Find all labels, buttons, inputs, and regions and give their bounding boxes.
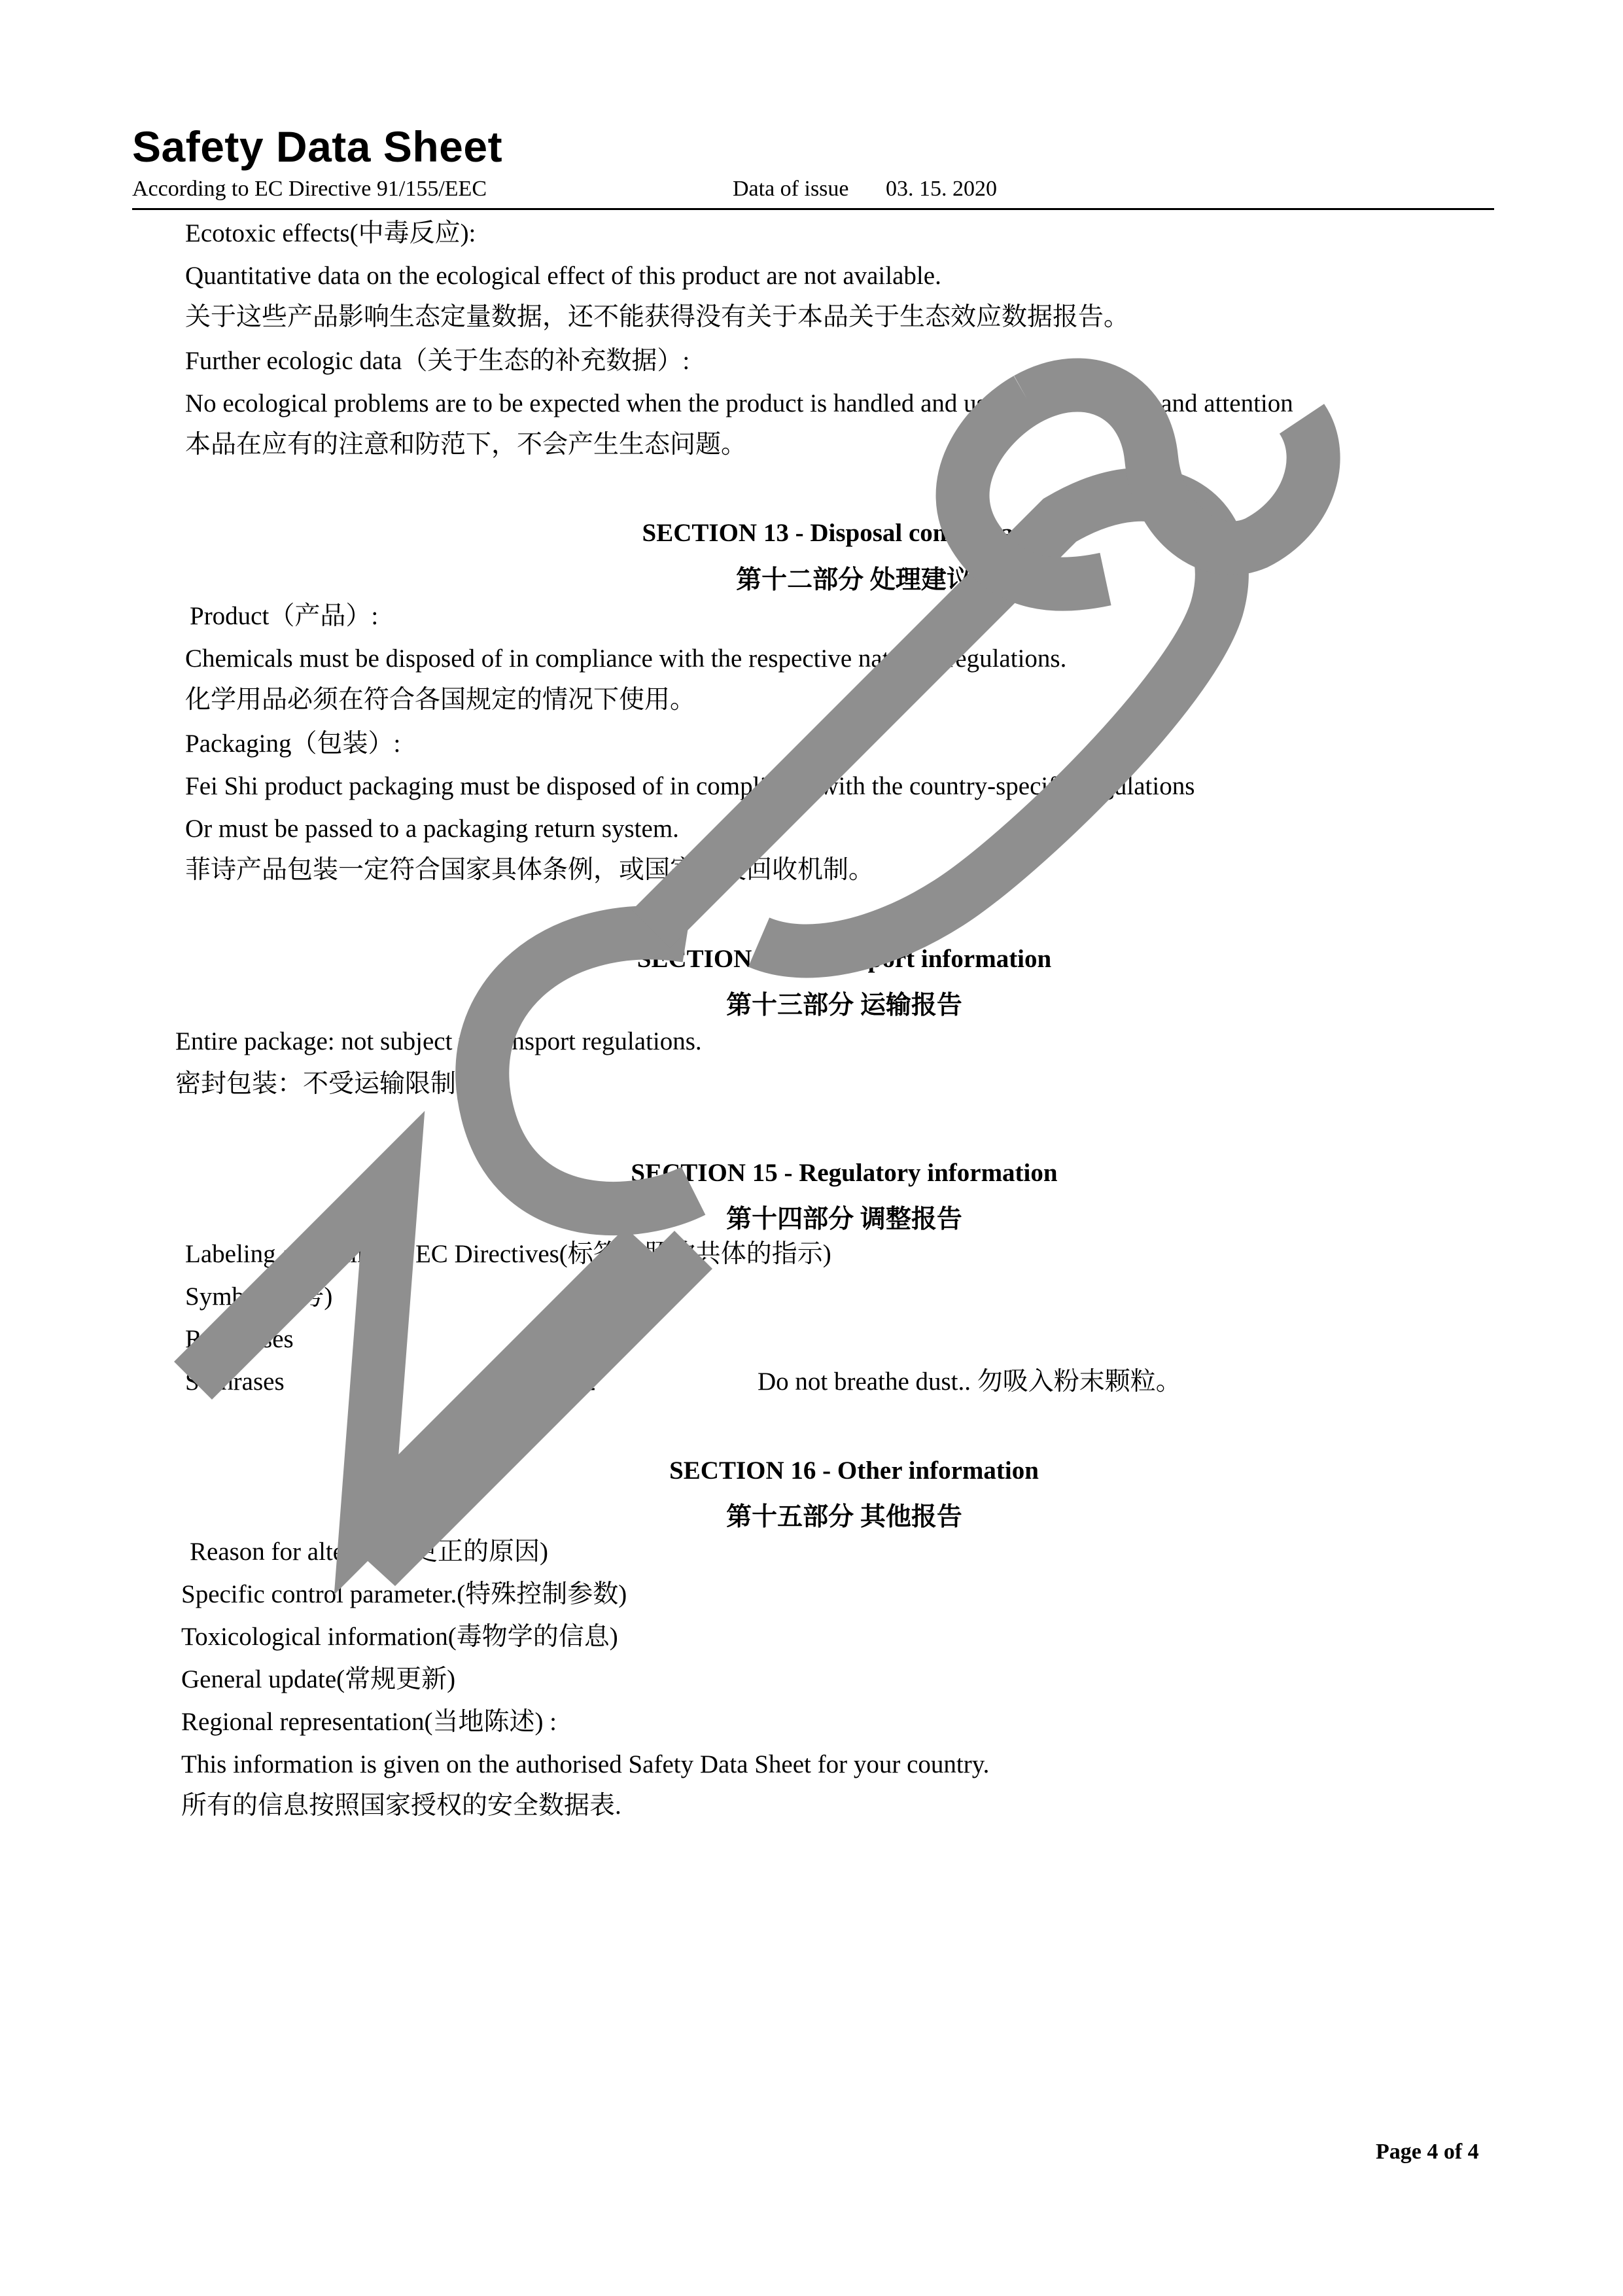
s-phrases-label: S-phrases <box>185 1368 285 1396</box>
quantitative-text-cn: 关于这些产品影响生态定量数据，还不能获得没有关于本品关于生态效应数据报告。 <box>185 303 1130 331</box>
page-number: Page 4 of 4 <box>1376 2140 1479 2164</box>
directive-reference: According to EC Directive 91/155/EEC <box>132 177 487 201</box>
ecotoxic-label: Ecotoxic effects(中毒反应): <box>185 219 476 247</box>
section-13-title: SECTION 13 - Disposal considerations <box>642 519 1066 547</box>
s-phrases-description: Do not breathe dust.. 勿吸入粉末颗粒。 <box>758 1368 1181 1396</box>
issue-date: 03. 15. 2020 <box>886 177 997 201</box>
no-problem-text-en: No ecological problems are to be expected when the product is handled and used with due care and attention <box>185 389 1293 417</box>
section-15-title-cn: 第十四部分 调整报告 <box>726 1205 962 1233</box>
s-phrases-value: 22 <box>570 1368 596 1396</box>
information-text-cn: 所有的信息按照国家授权的安全数据表. <box>181 1792 621 1820</box>
section-15-title: SECTION 15 - Regulatory information <box>631 1159 1058 1187</box>
packaging-text-en-1: Fei Shi product packaging must be disposed of in compliance with the country-specific regulations <box>185 772 1195 800</box>
entire-package-text-en: Entire package: not subject to transport regulations. <box>175 1027 702 1055</box>
symbol-value: --- <box>582 1282 608 1311</box>
chemicals-text-cn: 化学用品必须在符合各国规定的情况下使用。 <box>185 686 696 714</box>
quantitative-text-en: Quantitative data on the ecological effect of this product are not available. <box>185 262 941 290</box>
specific-control-text: Specific control parameter.(特殊控制参数) <box>181 1580 627 1608</box>
packaging-text-cn: 菲诗产品包装一定符合国家具体条例，或国家包装回收机制。 <box>185 856 875 884</box>
section-14-title-cn: 第十三部分 运输报告 <box>726 991 962 1019</box>
no-problem-text-cn: 本品在应有的注意和防范下，不会产生生态问题。 <box>185 431 747 459</box>
issue-label: Data of issue <box>733 177 849 201</box>
general-update-text: General update(常规更新) <box>181 1665 456 1693</box>
symbol-label: Symbol(符号) <box>185 1282 333 1311</box>
labeling-text: Labeling according to EC Directives(标签按照欧共体的指示) <box>185 1240 831 1268</box>
product-label: Product（产品）: <box>190 602 379 630</box>
regional-representation-text: Regional representation(当地陈述) : <box>181 1708 557 1736</box>
r-phrases-label: R- phrases <box>185 1325 294 1353</box>
further-ecologic-label: Further ecologic data（关于生态的补充数据）: <box>185 347 690 375</box>
toxicological-text: Toxicological information(毒物学的信息) <box>181 1623 618 1651</box>
header-rule <box>132 208 1494 210</box>
chemicals-text-en: Chemicals must be disposed of in compliance with the respective national regulations. <box>185 645 1067 673</box>
section-16-title-cn: 第十五部分 其他报告 <box>726 1503 962 1531</box>
reason-text: Reason for alteration(更正的原因) <box>190 1538 549 1566</box>
section-16-title: SECTION 16 - Other information <box>669 1457 1039 1485</box>
packaging-label: Packaging（包装）: <box>185 730 401 758</box>
section-13-title-cn: 第十二部分 处理建议 <box>736 566 972 594</box>
information-text-en: This information is given on the authorised Safety Data Sheet for your country. <box>181 1750 990 1778</box>
r-phrases-value: --- <box>582 1325 608 1353</box>
section-14-title: SECTION 14 - Transport information <box>637 945 1052 973</box>
packaging-text-en-2: Or must be passed to a packaging return system. <box>185 815 679 843</box>
document-title: Safety Data Sheet <box>132 122 503 171</box>
entire-package-text-cn: 密封包装：不受运输限制。 <box>175 1070 482 1098</box>
